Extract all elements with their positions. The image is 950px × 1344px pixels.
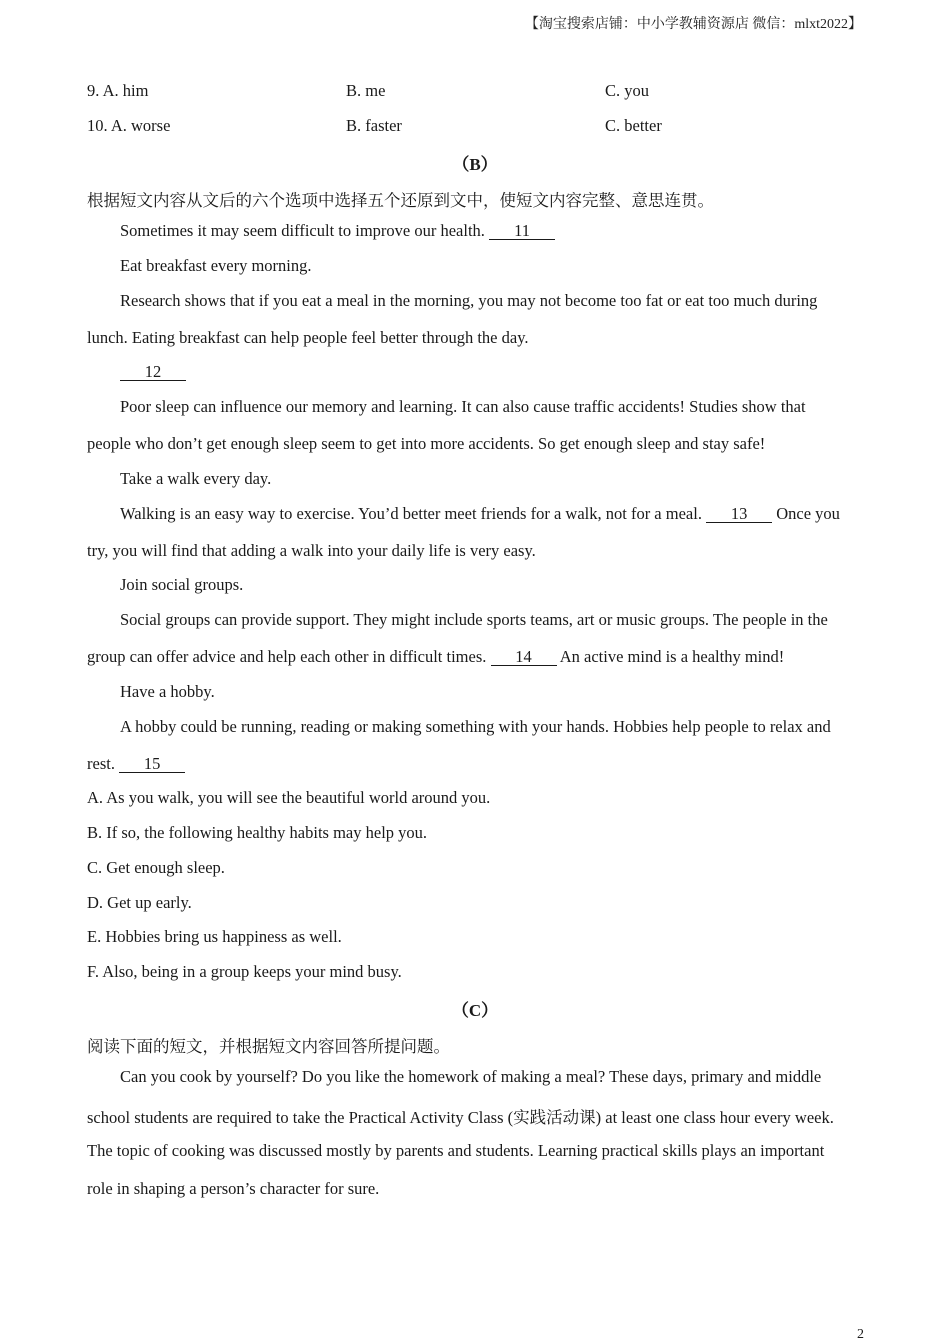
paragraph-social-line2 (87, 647, 862, 667)
passage-c-line2: school students are required to take the Practical Activity Class (实践活动课) at least one class hour every week. (87, 1108, 834, 1127)
option-10a: 10. A. worse (87, 116, 171, 135)
option-9c: C. you (605, 81, 650, 100)
passage-c-line1: Can you cook by yourself? Do you like the homework of making a meal? These days, primary and middle (120, 1067, 822, 1086)
paragraph-walk-line1 (120, 504, 895, 524)
paragraph-sleep-line2: people who don’t get enough sleep seem to get into more accidents. So get enough sleep and stay safe! (87, 434, 766, 453)
paragraph-intro-text: Sometimes it may seem difficult to improve our health. (120, 221, 490, 240)
question-9-options (87, 81, 867, 103)
heading-breakfast: Eat breakfast every morning. (120, 256, 312, 275)
blank-13: 13 (706, 505, 772, 523)
choice-b: B. If so, the following healthy habits may help you. (87, 823, 428, 842)
choice-c: C. Get enough sleep. (87, 858, 225, 877)
passage-c-line4: role in shaping a person’s character for sure. (87, 1179, 380, 1198)
paragraph-walk-text-after: Once you (772, 504, 840, 523)
blank-11: 11 (489, 222, 555, 240)
page-header: 【淘宝搜索店铺：中小学教辅资源店 微信：mlxt2022】 (524, 17, 862, 32)
passage-c-line3: The topic of cooking was discussed mostly by parents and students. Learning practical skills plays an important (87, 1141, 825, 1160)
blank-15: 15 (119, 755, 185, 773)
paragraph-hobby-line1: A hobby could be running, reading or making something with your hands. Hobbies help people to relax and (120, 717, 831, 736)
paragraph-social-line1: Social groups can provide support. They might include sports teams, art or music groups. The people in the (120, 610, 828, 629)
paragraph-social-text: group can offer advice and help each other in difficult times. (87, 647, 491, 666)
section-b-instruction: 根据短文内容从文后的六个选项中选择五个还原到文中，使短文内容完整、意思连贯。 (87, 191, 714, 210)
option-9b: B. me (346, 81, 386, 100)
paragraph-walk-text: Walking is an easy way to exercise. You’d better meet friends for a walk, not for a meal. (120, 504, 707, 523)
paragraph-walk-line2: try, you will find that adding a walk into your daily life is very easy. (87, 541, 536, 560)
section-c-title: （C） (451, 1001, 499, 1020)
blank-12: 12 (120, 363, 186, 381)
section-c-instruction: 阅读下面的短文，并根据短文内容回答所提问题。 (87, 1037, 450, 1056)
paragraph-breakfast-line2: lunch. Eating breakfast can help people feel better through the day. (87, 328, 529, 347)
section-b-title: （B） (452, 155, 498, 174)
paragraph-hobby-text: rest. (87, 754, 120, 773)
blank-14: 14 (491, 648, 557, 666)
heading-social: Join social groups. (120, 575, 244, 594)
blank-12-line (120, 362, 895, 382)
choice-e: E. Hobbies bring us happiness as well. (87, 927, 342, 946)
paragraph-hobby-line2 (87, 754, 862, 774)
heading-walk: Take a walk every day. (120, 469, 272, 488)
heading-hobby: Have a hobby. (120, 682, 215, 701)
option-10b: B. faster (346, 116, 402, 135)
paragraph-intro (120, 221, 895, 241)
paragraph-sleep-line1: Poor sleep can influence our memory and learning. It can also cause traffic accidents! Studies show that (120, 397, 806, 416)
choice-d: D. Get up early. (87, 893, 192, 912)
paragraph-breakfast-line1: Research shows that if you eat a meal in the morning, you may not become too fat or eat too much during (120, 291, 818, 310)
page-number: 2 (857, 1327, 864, 1342)
option-9a: 9. A. him (87, 81, 149, 100)
choice-f: F. Also, being in a group keeps your mind busy. (87, 962, 402, 981)
question-10-options (87, 116, 867, 138)
option-10c: C. better (605, 116, 662, 135)
choice-a: A. As you walk, you will see the beautiful world around you. (87, 788, 491, 807)
paragraph-social-text-after: An active mind is a healthy mind! (556, 647, 785, 666)
